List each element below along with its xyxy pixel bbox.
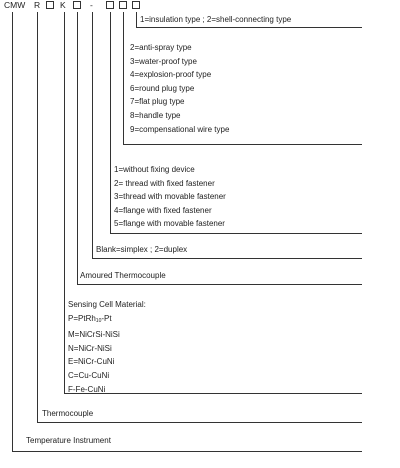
fixing-device-box [106, 1, 114, 9]
code-k: K [60, 0, 66, 10]
sensing-material-item: N=NiCr-NiSi [68, 343, 112, 353]
insulation-type-label: 1=insulation type ; 2=shell-connecting type [140, 15, 292, 24]
sensing-material-item: C=Cu-CuNi [68, 370, 110, 380]
protection-type-list [130, 41, 229, 136]
protection-type-item: 4=explosion-proof type [130, 70, 212, 80]
protection-type-item: 3=water-proof type [130, 56, 197, 66]
sensing-material-item: E=NiCr-CuNi [68, 357, 115, 367]
sensing-material-box [46, 1, 54, 9]
duplex-label: Blank=simplex ; 2=duplex [96, 245, 188, 254]
protection-box [119, 1, 127, 9]
fixing-device-item: 3=thread with movable fastener [114, 192, 226, 202]
amoured-label: Amoured Thermocouple [80, 271, 166, 280]
code-dash: - [90, 0, 93, 10]
fixing-device-item: 4=flange with fixed fastener [114, 205, 212, 215]
protection-type-item: 6=round plug type [130, 83, 195, 93]
fixing-device-item: 5=flange with movable fastener [114, 219, 225, 229]
protection-type-item: 2=anti-spray type [130, 43, 192, 52]
protection-type-item: 7=flat plug type [130, 97, 185, 107]
sensing-material-item: M=NiCrSi-NiSi [68, 330, 120, 340]
fixing-device-list [114, 163, 226, 231]
instrument-label: Temperature Instrument [26, 436, 111, 445]
code-prefix: CMW [4, 0, 26, 10]
sensing-material-list [68, 298, 146, 396]
sensing-material-title: Sensing Cell Material: [68, 300, 146, 309]
protection-type-item: 8=handle type [130, 110, 181, 120]
fixing-device-item: 1=without fixing device [114, 165, 195, 174]
code-r: R [34, 0, 41, 10]
insulation-box [132, 1, 140, 9]
fixing-device-item: 2= thread with fixed fastener [114, 178, 215, 188]
protection-type-item: 9=compensational wire type [130, 124, 230, 134]
amoured-box [73, 1, 81, 9]
sensing-material-item: P=PtRh$_{10}$-Pt [68, 313, 112, 324]
sensing-material-item: F-Fe-CuNi [68, 384, 106, 394]
thermocouple-label: Thermocouple [42, 409, 94, 418]
